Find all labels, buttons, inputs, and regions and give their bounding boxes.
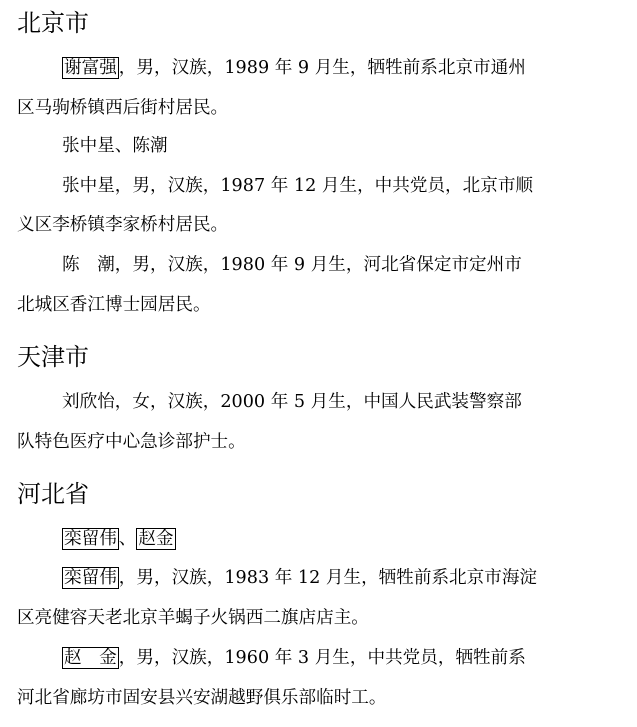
section-heading-hebei: 河北省	[17, 480, 89, 508]
name-separator: 、	[118, 529, 137, 549]
entry-text: ，男，汉族，1989 年 9 月生，牺牲前系北京市通州	[118, 58, 526, 78]
entry-line: 义区李桥镇李家桥村居民。	[17, 215, 229, 235]
entry-line	[62, 646, 526, 670]
entry-text: ，男，汉族，1980 年 9 月生，河北省保定市定州市	[114, 255, 522, 275]
entry-name: 张中星	[62, 176, 115, 196]
entry-line: 北城区香江博士园居民。	[17, 295, 211, 315]
entry-line	[62, 566, 537, 590]
entry-text: ，男，汉族，1987 年 12 月生，中共党员，北京市顺	[114, 176, 534, 196]
boxed-name: 赵 金	[64, 648, 117, 668]
entry-line	[62, 253, 522, 277]
group-names	[62, 527, 176, 551]
group-names: 张中星、陈潮	[62, 136, 168, 156]
section-heading-beijing: 北京市	[17, 9, 89, 37]
entry-line: 刘欣怡，女，汉族，2000 年 5 月生，中国人民武装警察部	[62, 392, 522, 412]
entry-line: 区马驹桥镇西后街村居民。	[17, 98, 229, 118]
section-heading-tianjin: 天津市	[17, 343, 89, 371]
boxed-name: 谢富强	[64, 58, 117, 78]
entry-line: 河北省廊坊市固安县兴安湖越野俱乐部临时工。	[17, 688, 387, 708]
boxed-name: 栾留伟	[64, 568, 117, 588]
entry-line: 区亮健容天老北京羊蝎子火锅西二旗店店主。	[17, 608, 369, 628]
entry-text: ，男，汉族，1960 年 3 月生，中共党员，牺牲前系	[118, 648, 526, 668]
boxed-name: 栾留伟	[64, 529, 117, 549]
entry-line: 队特色医疗中心急诊部护士。	[17, 432, 246, 452]
entry-line	[62, 56, 526, 80]
entry-line	[62, 174, 533, 198]
entry-text: ，男，汉族，1983 年 12 月生，牺牲前系北京市海淀	[118, 568, 538, 588]
entry-name: 陈 潮	[62, 255, 115, 275]
boxed-name: 赵金	[138, 529, 174, 549]
